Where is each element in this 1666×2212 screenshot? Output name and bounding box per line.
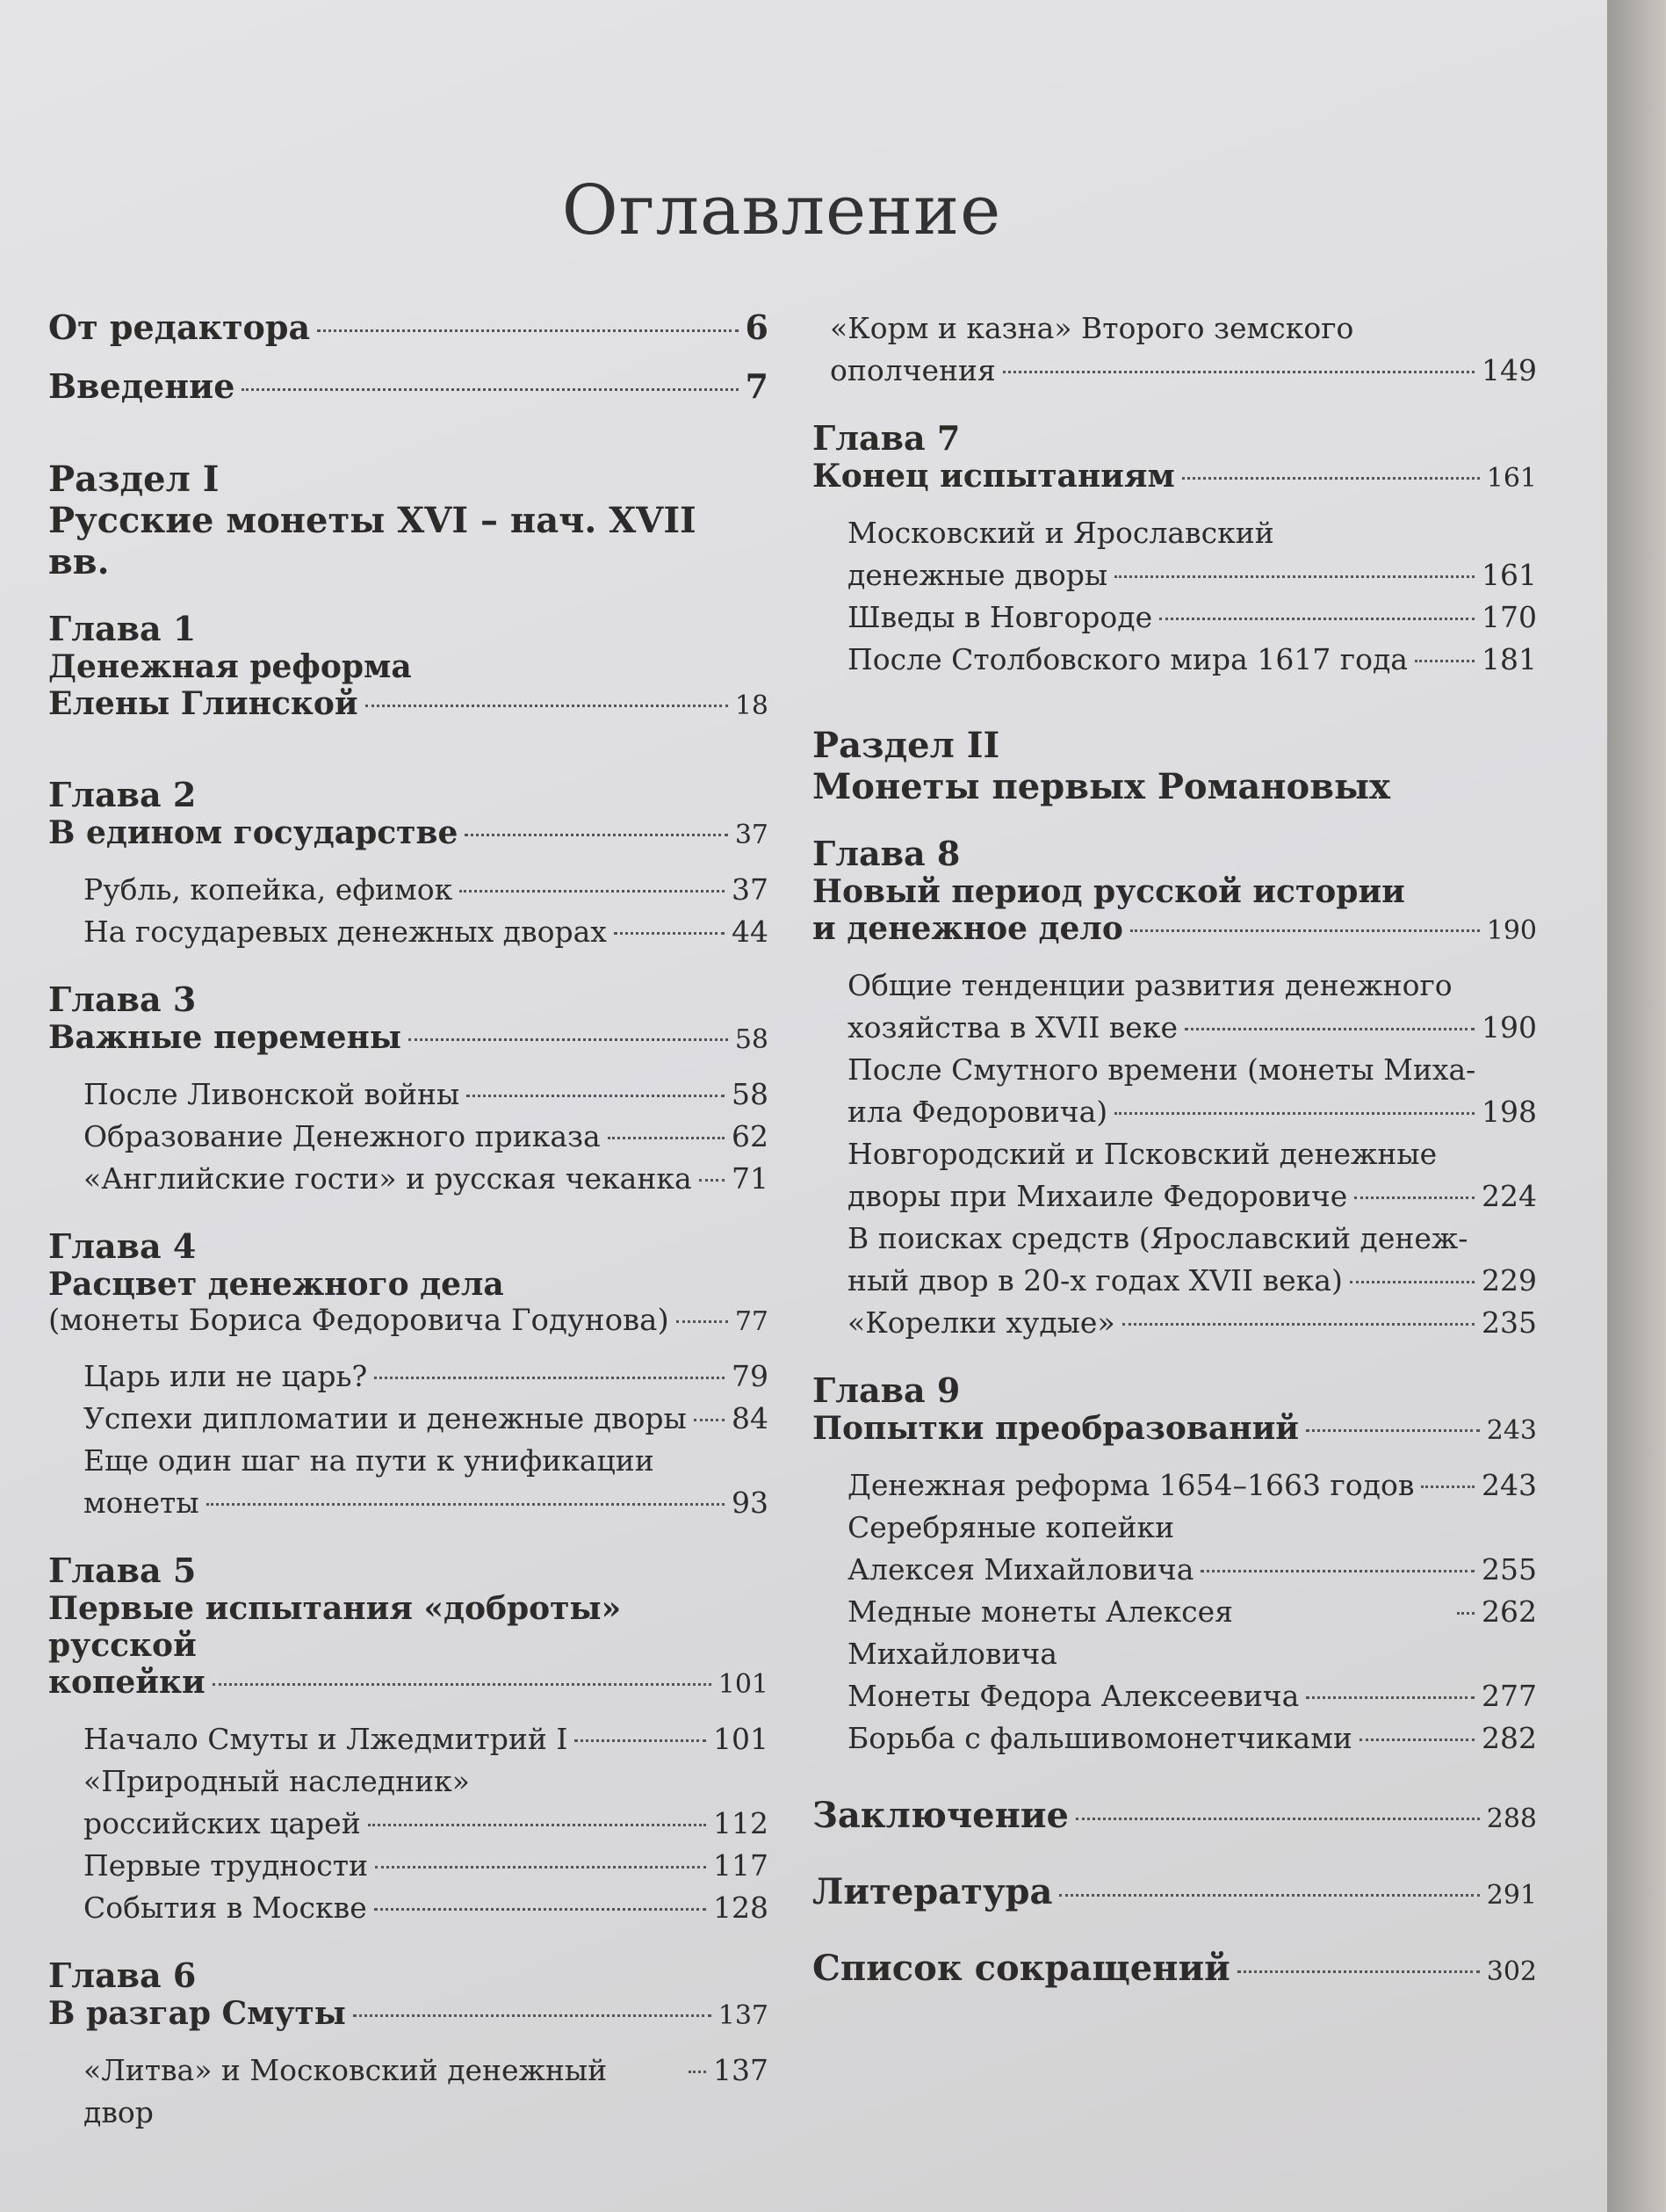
toc-left-column	[48, 307, 768, 2134]
chapter-4-title	[48, 1266, 768, 1338]
chapter-9-title	[812, 1410, 1537, 1447]
title-line: Первые испытания «доброты» русской	[48, 1590, 622, 1664]
entry-page: 6	[745, 307, 768, 347]
chapter-7-title	[812, 458, 1537, 495]
section-1-title: Русские монеты XVI – нач. XVII вв.	[48, 500, 696, 582]
entry-label: Заключение	[812, 1795, 1069, 1836]
entry-page: 161	[1482, 558, 1537, 592]
dot-leader	[1354, 1196, 1475, 1199]
entry-label: Успехи дипломатии и денежные дворы	[83, 1401, 687, 1435]
entry-label: Введение	[48, 366, 235, 406]
dot-leader	[1185, 1028, 1475, 1030]
toc-subentry	[48, 1845, 768, 1887]
entry-label: Борьба с фальшивомонетчиками	[847, 1721, 1352, 1755]
title-line: Елены Глинской	[48, 685, 358, 722]
entry-page: 224	[1482, 1179, 1537, 1213]
toc-subentry	[812, 1591, 1537, 1675]
chapter-3-title	[48, 1019, 768, 1056]
dot-leader	[676, 1320, 728, 1323]
entry-label: Алексея Михайловича	[847, 1552, 1194, 1587]
entry-page: 37	[732, 872, 768, 907]
dot-leader	[374, 1377, 725, 1379]
entry-page: 288	[1486, 1804, 1537, 1834]
dot-leader	[374, 1908, 706, 1911]
entry-label: «Корелки худые»	[847, 1305, 1115, 1340]
entry-label: Рубль, копейка, ефимок	[83, 872, 453, 907]
entry-label: «Природный наследник»	[83, 1764, 470, 1798]
dot-leader	[699, 1179, 725, 1182]
entry-page: 137	[713, 2053, 768, 2087]
dot-leader	[1122, 1323, 1475, 1326]
entry-label: Первые трудности	[83, 1848, 369, 1883]
entry-page: 243	[1486, 1415, 1537, 1446]
entry-page: 190	[1486, 915, 1537, 946]
dot-leader	[1130, 929, 1480, 932]
entry-page: 71	[732, 1161, 768, 1196]
toc-entry-editor	[48, 307, 768, 347]
toc-subentry	[812, 512, 1537, 596]
dot-leader	[608, 1137, 725, 1139]
title-line: Расцвет денежного дела	[48, 1266, 504, 1303]
toc-subentry	[48, 1158, 768, 1200]
title-line: (монеты Бориса Федоровича Годунова)	[48, 1303, 669, 1338]
entry-label: После Смутного времени (монеты Миха-	[847, 1052, 1476, 1087]
dot-leader	[1114, 1112, 1475, 1115]
dot-leader	[574, 1739, 706, 1742]
dot-leader	[459, 890, 725, 893]
toc-subentry	[48, 1887, 768, 1929]
toc-subentry	[812, 1717, 1537, 1760]
entry-page: 7	[745, 366, 768, 406]
title-line: Важные перемены	[48, 1019, 401, 1056]
dot-leader	[408, 1038, 728, 1041]
section-1-label: Раздел I	[48, 459, 220, 500]
entry-page: 77	[734, 1306, 768, 1337]
entry-label: Литература	[812, 1871, 1053, 1912]
entry-page: 112	[713, 1806, 768, 1840]
entry-label: Медные монеты Алексея Михайловича	[847, 1594, 1233, 1671]
dot-leader	[614, 932, 725, 935]
toc-subentry	[48, 1440, 768, 1524]
toc-subentry	[48, 2049, 768, 2134]
chapter-5-label: Глава 5	[48, 1551, 197, 1590]
toc-subentry	[812, 307, 1537, 392]
entry-label: В поисках средств (Ярославский денеж-	[847, 1221, 1468, 1255]
title-line: Новый период русской истории	[812, 873, 1405, 910]
toc-subentry	[48, 1355, 768, 1398]
entry-label: Денежная реформа 1654–1663 годов	[847, 1468, 1415, 1502]
dot-leader	[689, 2071, 706, 2073]
toc-subentry	[48, 1398, 768, 1440]
entry-page: 235	[1482, 1305, 1537, 1340]
toc-entry-conclusion	[812, 1795, 1537, 1836]
entry-label: «Английские гости» и русская чеканка	[83, 1161, 692, 1196]
chapter-3-label: Глава 3	[48, 979, 197, 1019]
entry-page: 302	[1486, 1956, 1537, 1987]
toc-entry-abbreviations	[812, 1948, 1537, 1989]
dot-leader	[1306, 1696, 1475, 1699]
toc-subentry	[812, 1302, 1537, 1344]
dot-leader	[1237, 1970, 1480, 1973]
entry-page: 58	[732, 1077, 768, 1111]
title-line: и денежное дело	[812, 910, 1123, 947]
entry-label: Новгородский и Псковский денежные	[847, 1137, 1438, 1171]
toc-entry-intro	[48, 366, 768, 406]
toc-subentry	[48, 869, 768, 911]
entry-label: ный двор в 20-х годах XVII века)	[847, 1263, 1343, 1298]
chapter-4-label: Глава 4	[48, 1226, 197, 1266]
entry-label: Еще один шаг на пути к унификации	[83, 1443, 654, 1478]
chapter-2-title	[48, 814, 768, 851]
entry-page: 255	[1482, 1552, 1537, 1587]
chapter-9-label: Глава 9	[812, 1370, 961, 1410]
entry-label: российских царей	[83, 1806, 361, 1840]
chapter-7-label: Глава 7	[812, 418, 961, 458]
toc-subentry	[812, 1049, 1537, 1133]
dot-leader	[317, 329, 738, 332]
dot-leader	[365, 705, 728, 707]
toc-subentry	[48, 1718, 768, 1760]
dot-leader	[213, 1683, 711, 1686]
entry-page: 101	[718, 1669, 768, 1700]
toc-subentry	[812, 1218, 1537, 1302]
chapter-6-label: Глава 6	[48, 1955, 197, 1995]
dot-leader	[1359, 1739, 1475, 1741]
title-line: Попытки преобразований	[812, 1410, 1300, 1447]
toc-subentry	[812, 1133, 1537, 1218]
entry-page: 37	[734, 820, 768, 850]
entry-page: 84	[732, 1401, 768, 1435]
entry-label: От редактора	[48, 307, 311, 347]
entry-page: 181	[1482, 642, 1537, 676]
entry-label: Общие тенденции развития денежного	[847, 968, 1453, 1002]
entry-page: 62	[732, 1119, 768, 1153]
entry-page: 79	[732, 1359, 768, 1393]
chapter-8-label: Глава 8	[812, 834, 961, 873]
entry-page: 243	[1482, 1468, 1537, 1502]
dot-leader	[1201, 1570, 1475, 1572]
dot-leader	[375, 1866, 706, 1869]
toc-subentry	[812, 1675, 1537, 1717]
chapter-1-title	[48, 648, 768, 722]
entry-label: дворы при Михаиле Федоровиче	[847, 1179, 1348, 1213]
dot-leader	[1350, 1281, 1475, 1283]
toc-subentry	[48, 1760, 768, 1845]
dot-leader	[466, 1095, 725, 1097]
entry-page: 198	[1482, 1095, 1537, 1129]
entry-page: 93	[732, 1486, 768, 1520]
chapter-8-title	[812, 873, 1537, 947]
chapter-5-title	[48, 1590, 768, 1701]
dot-leader	[368, 1824, 706, 1826]
entry-label: На государевых денежных дворах	[83, 914, 607, 949]
entry-page: 18	[734, 690, 768, 721]
entry-label: «Корм и казна» Второго земского	[830, 311, 1354, 345]
dot-leader	[353, 2014, 711, 2017]
entry-label: ила Федоровича)	[847, 1095, 1108, 1129]
dot-leader	[242, 388, 738, 391]
entry-page: 101	[713, 1722, 768, 1756]
dot-leader	[1114, 575, 1475, 578]
dot-leader	[206, 1503, 725, 1506]
entry-page: 117	[713, 1848, 768, 1883]
dot-leader	[1415, 660, 1475, 662]
entry-page: 161	[1486, 463, 1537, 494]
toc-entry-literature	[812, 1871, 1537, 1912]
dot-leader	[1003, 371, 1475, 373]
dot-leader	[1059, 1894, 1479, 1897]
title-line: В разгар Смуты	[48, 1995, 346, 2032]
entry-label: Шведы в Новгороде	[847, 600, 1153, 634]
entry-page: 262	[1482, 1594, 1537, 1629]
entry-page: 128	[713, 1890, 768, 1925]
toc-subentry	[812, 1507, 1537, 1591]
title-line: Конец испытаниям	[812, 458, 1175, 495]
dot-leader	[1306, 1429, 1480, 1432]
entry-page: 149	[1482, 353, 1537, 387]
dot-leader	[1182, 477, 1480, 480]
toc-subentry	[812, 965, 1537, 1049]
section-2-title: Монеты первых Романовых	[812, 766, 1390, 807]
entry-label: денежные дворы	[847, 558, 1108, 592]
toc-right-column	[812, 307, 1537, 1989]
chapter-1-label: Глава 1	[48, 609, 197, 648]
dot-leader	[1159, 618, 1475, 620]
entry-label: Московский и Ярославский	[847, 516, 1274, 550]
section-2-label: Раздел II	[812, 725, 1000, 766]
page-title: Оглавление	[561, 171, 1002, 250]
entry-label: Список сокращений	[812, 1948, 1230, 1989]
toc-subentry	[812, 1464, 1537, 1507]
entry-page: 58	[734, 1024, 768, 1055]
dot-leader	[465, 834, 727, 836]
entry-label: хозяйства в XVII веке	[847, 1010, 1178, 1045]
entry-page: 291	[1486, 1880, 1537, 1911]
entry-label: События в Москве	[83, 1890, 367, 1925]
title-line: Денежная реформа	[48, 648, 412, 685]
entry-page: 137	[718, 2000, 768, 2031]
entry-label: Серебряные копейки	[847, 1510, 1175, 1544]
entry-page: 44	[732, 914, 768, 949]
entry-label: Царь или не царь?	[83, 1359, 368, 1393]
entry-page: 190	[1482, 1010, 1537, 1045]
toc-subentry	[48, 1073, 768, 1116]
toc-subentry	[48, 911, 768, 953]
entry-label: Монеты Федора Алексеевича	[847, 1679, 1300, 1713]
toc-subentry	[812, 639, 1537, 681]
dot-leader	[1076, 1818, 1480, 1820]
chapter-6-title	[48, 1995, 768, 2032]
entry-label: ополчения	[830, 353, 996, 387]
title-line: В едином государстве	[48, 814, 458, 851]
dot-leader	[1421, 1486, 1475, 1488]
chapter-2-label: Глава 2	[48, 775, 197, 814]
toc-subentry	[812, 596, 1537, 639]
entry-page: 170	[1482, 600, 1537, 634]
entry-label: «Литва» и Московский денежный двор	[83, 2053, 608, 2129]
dot-leader	[1457, 1612, 1475, 1615]
entry-page: 229	[1482, 1263, 1537, 1298]
entry-label: монеты	[83, 1486, 199, 1520]
toc-subentry	[48, 1116, 768, 1158]
page-edge-shadow	[1607, 0, 1666, 2212]
dot-leader	[694, 1419, 725, 1421]
entry-page: 277	[1482, 1679, 1537, 1713]
entry-label: После Столбовского мира 1617 года	[847, 642, 1408, 676]
entry-page: 282	[1482, 1721, 1537, 1755]
entry-label: Начало Смуты и Лжедмитрий I	[83, 1722, 568, 1756]
entry-label: После Ливонской войны	[83, 1077, 460, 1111]
entry-label: Образование Денежного приказа	[83, 1119, 601, 1153]
title-line: копейки	[48, 1664, 206, 1701]
